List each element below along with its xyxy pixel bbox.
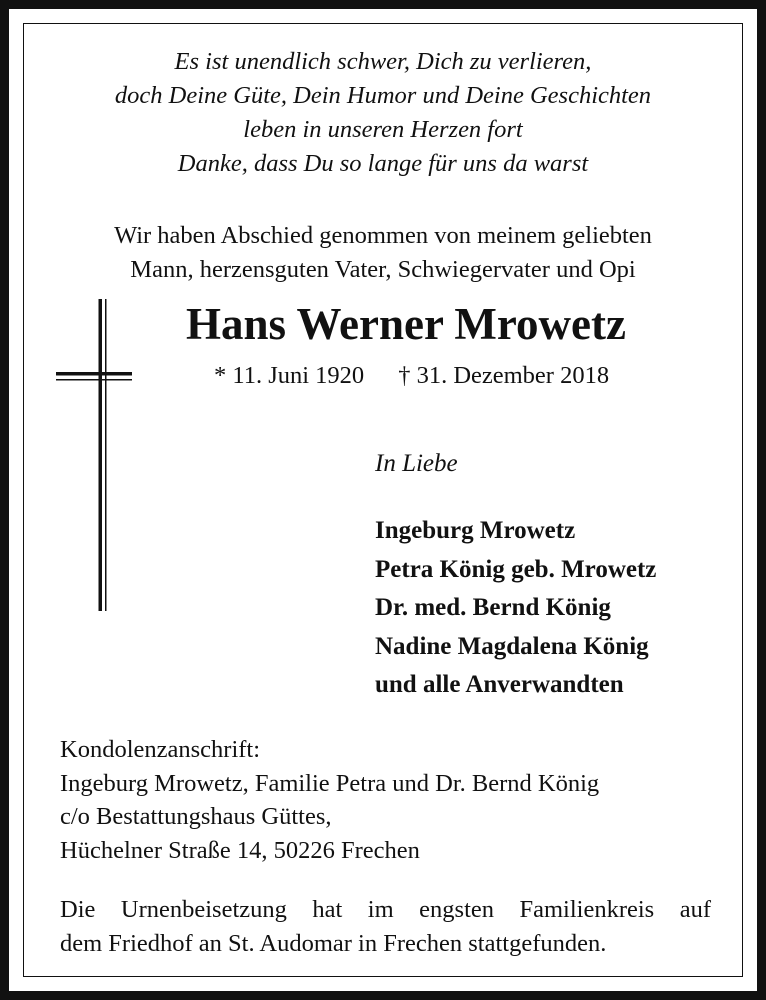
condolence-address [60,733,720,867]
burial-notice [60,893,711,960]
burial-line: dem Friedhof an St. Audomar in Frechen stattgefunden. [60,929,607,957]
poem-line: doch Deine Güte, Dein Humor und Deine Geschichten [114,82,652,109]
death-date: † 31. Dezember 2018 [398,362,610,389]
burial-line: Die Urnenbeisetzung hat im engsten Familienkreis auf [60,896,711,923]
mourner-name: Petra König geb. Mrowetz [375,555,657,583]
mourner-name: und alle Anverwandten [375,671,624,698]
address-line: c/o Bestattungshaus Güttes, [60,803,332,830]
cross-vertical-line [105,299,107,611]
mourner-name: Ingeburg Mrowetz [375,517,576,544]
cross-icon [56,299,132,611]
address-line: Ingeburg Mrowetz, Familie Petra und Dr. Bernd König [60,769,600,797]
intro-line: Wir haben Abschied genommen von meinem geliebten [114,222,652,249]
poem-line: Es ist unendlich schwer, Dich zu verlieren, [174,48,592,75]
cross-vertical-line [99,299,103,611]
mourner-name: Nadine Magdalena König [375,632,649,660]
mourners-list [375,512,735,705]
memorial-poem [0,45,766,181]
poem-line: Danke, dass Du so lange für uns da warst [177,150,589,177]
life-dates [214,359,694,393]
in-love-heading: In Liebe [375,450,458,477]
deceased-name: Hans Werner Mrowetz [186,299,626,349]
cross-horizontal-line [56,372,132,376]
address-line: Hüchelner Straße 14, 50226 Frechen [60,836,420,864]
farewell-intro [0,219,766,287]
intro-line: Mann, herzensguten Vater, Schwiegervater und Opi [130,256,636,283]
mourner-name: Dr. med. Bernd König [375,594,611,621]
poem-line: leben in unseren Herzen fort [243,116,523,143]
condolence-label: Kondolenzanschrift: [60,736,261,763]
cross-horizontal-line [56,379,132,381]
birth-date: * 11. Juni 1920 [214,362,365,389]
